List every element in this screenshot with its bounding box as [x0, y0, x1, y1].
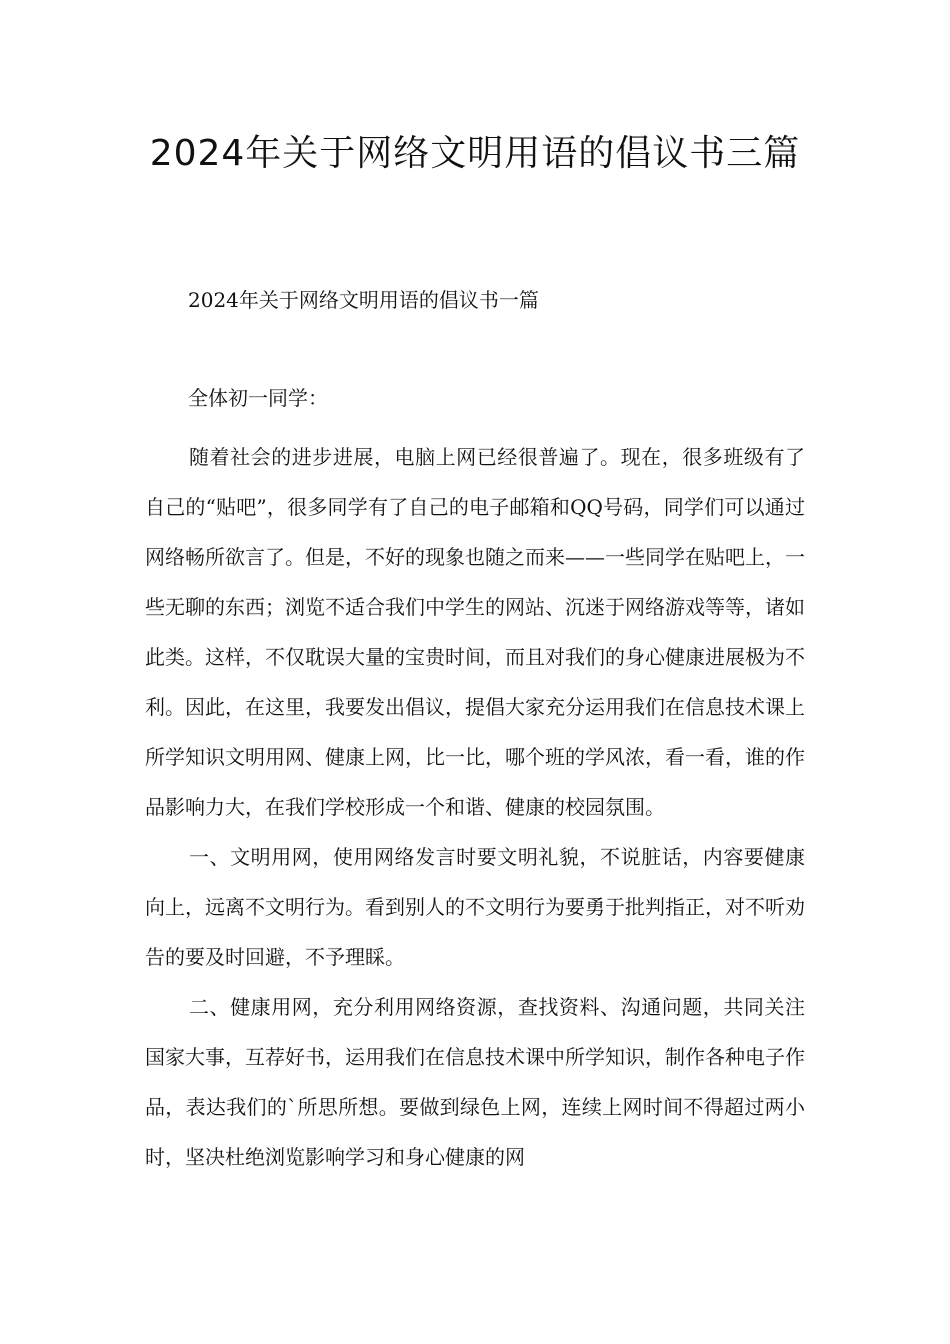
document-title: 2024年关于网络文明用语的倡议书三篇: [149, 133, 801, 174]
salutation: 全体初一同学：: [188, 386, 328, 410]
paragraph-point-one: 一、文明用网，使用网络发言时要文明礼貌，不说脏话，内容要健康向上，远离不文明行为。看到别人的不文明行为要勇于批判指正，对不听劝告的要及时回避，不予理睬。: [145, 845, 805, 969]
section-heading: 2024年关于网络文明用语的倡议书一篇: [188, 288, 539, 312]
body-text: [145, 432, 805, 1182]
paragraph-intro: 随着社会的进步进展，电脑上网已经很普遍了。现在，很多班级有了自己的“贴吧”，很多同学有了自己的电子邮箱和QQ号码，同学们可以通过网络畅所欲言了。但是，不好的现象也随之而来——一些同学在贴吧上，一些无聊的东西；浏览不适合我们中学生的网站、沉迷于网络游戏等等，诸如此类。这样，不仅耽误大量的宝贵时间，而且对我们的身心健康进展极为不利。因此，在这里，我要发出倡议，提倡大家充分运用我们在信息技术课上所学知识文明用网、健康上网，比一比，哪个班的学风浓，看一看，谁的作品影响力大，在我们学校形成一个和谐、健康的校园氛围。: [145, 445, 805, 819]
paragraph-point-two: 二、健康用网，充分利用网络资源，查找资料、沟通问题，共同关注国家大事，互荐好书，运用我们在信息技术课中所学知识，制作各种电子作品，表达我们的`所思所想。要做到绿色上网，连续上网时间不得超过两小时，坚决杜绝浏览影响学习和身心健康的网: [145, 995, 805, 1169]
